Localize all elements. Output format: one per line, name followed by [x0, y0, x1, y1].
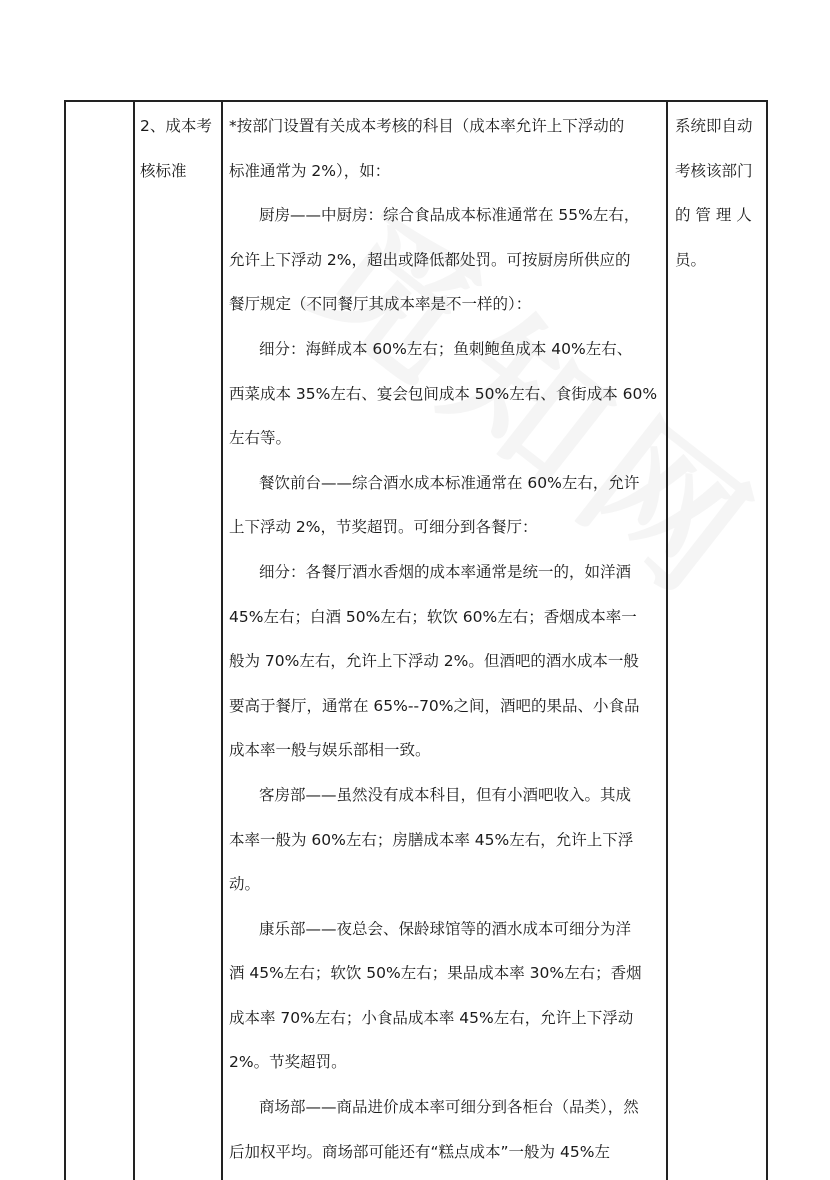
category-line: 2、成本考 [140, 117, 212, 135]
note-line: 系统即自动 [675, 117, 753, 135]
standards-line: 成本率 70%左右；小食品成本率 45%左右，允许上下浮动 [229, 1008, 634, 1027]
note-line: 的 管 理 人 [675, 206, 752, 225]
standards-line: 要高于餐厅，通常在 65%--70%之间，酒吧的果品、小食品 [229, 696, 640, 715]
table-divider-1 [133, 100, 135, 1180]
standards-line: 允许上下浮动 2%，超出或降低都处罚。可按厨房所供应的 [229, 250, 631, 269]
standards-line: 细分：各餐厅酒水香烟的成本率通常是统一的，如洋酒 [259, 562, 632, 581]
standards-line: 本率一般为 60%左右；房膳成本率 45%左右，允许上下浮 [229, 830, 634, 849]
table-cell-category [140, 104, 212, 193]
category-line: 核标准 [140, 161, 187, 180]
table-top-border [64, 100, 767, 102]
table-border-left [64, 100, 66, 1180]
standards-line: 康乐部——夜总会、保龄球馆等的酒水成本可细分为洋 [259, 919, 632, 938]
standards-line: 成本率一般与娱乐部相一致。 [229, 741, 431, 760]
table-border-right [766, 100, 768, 1180]
note-line: 员。 [675, 250, 707, 269]
table-divider-3 [666, 100, 668, 1180]
standards-line: 般为 70%左右，允许上下浮动 2%。但酒吧的酒水成本一般 [229, 652, 639, 671]
standards-line: 厨房——中厨房：综合食品成本标准通常在 55%左右， [259, 206, 640, 225]
note-line: 考核该部门 [675, 161, 753, 180]
standards-line: 餐厅规定（不同餐厅其成本率是不一样的）： [229, 295, 532, 314]
standards-line: 左右等。 [229, 429, 292, 448]
standards-line: 后加权平均。商场部可能还有“糕点成本”一般为 45%左 [229, 1142, 610, 1161]
standards-line: 西菜成本 35%左右、宴会包间成本 50%左右、食街成本 60% [229, 384, 658, 403]
standards-line: 餐饮前台——综合酒水成本标准通常在 60%左右，允许 [259, 473, 640, 492]
standards-line: *按部门设置有关成本考核的科目（成本率允许上下浮动的 [229, 117, 625, 135]
standards-line: 上下浮动 2%，节奖超罚。可细分到各餐厅： [229, 518, 538, 537]
table-cell-note [675, 104, 753, 282]
standards-line: 标准通常为 2%），如： [229, 161, 391, 180]
standards-line: 细分：海鲜成本 60%左右；鱼刺鲍鱼成本 40%左右、 [259, 339, 633, 358]
standards-line: 商场部——商品进价成本率可细分到各柜台（品类），然 [259, 1098, 639, 1117]
standards-line: 动。 [229, 875, 261, 894]
table-cell-standards [229, 104, 661, 1174]
table-divider-2 [221, 100, 223, 1180]
standards-line: 2%。节奖超罚。 [229, 1053, 347, 1072]
standards-line: 客房部——虽然没有成本科目，但有小酒吧收入。其成 [259, 785, 632, 804]
standards-line: 酒 45%左右；软饮 50%左右；果品成本率 30%左右；香烟 [229, 964, 642, 983]
standards-line: 45%左右；白酒 50%左右；软饮 60%左右；香烟成本率一 [229, 607, 637, 626]
